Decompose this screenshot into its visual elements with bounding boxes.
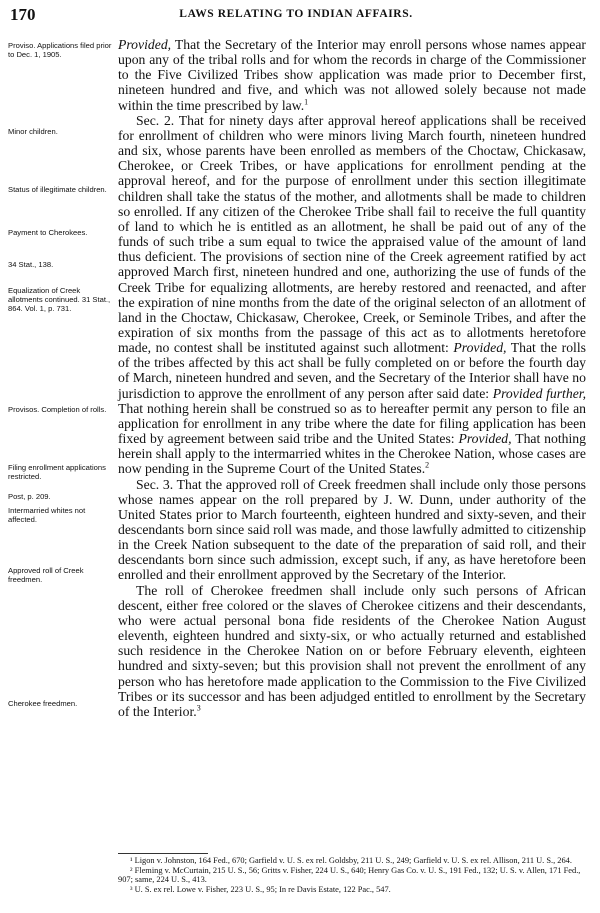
paragraph-text: That for ninety days after approval hereof applications shall be received for enrollment of children who were minors living March fourth, nineteen hundred and six, whose parents have been enrolled as members of the Choctaw, Chickasaw, Cherokee, or Creek Tribes, or have applications for enrollment pending at the approval hereof, and for the purpose of enrollment under this section illegitimate children shall take the status of the mother, and allotments shall be made to children so enrolled. If any citizen of the Cherokee Tribe shall fail to receive the full quantity of land to which he is entitled as an allotment, he shall be paid out of any of the funds of such tribe a sum equal to twice the appraised value of the amount of land thus deficient. The provisions of section nine of the Creek agreement ratified by act approved March first, nineteen hundred and one, authorizing the use of funds of the Creek Tribe for equalizing allotments, are hereby restored and reenacted, and after the expiration of nine months from the date of the original selecton of an allotment of land in the Choctaw, Chickasaw, Cherokee, Creek, or Seminole Tribes, and after the expiration of six months from the passage of this act as to allotments heretofore made, no contest shall be instituted against such allotment: [118, 112, 587, 356]
margin-note: Minor children. [8, 127, 58, 136]
margin-note: Cherokee freedmen. [8, 699, 78, 708]
paragraph-proviso [118, 37, 586, 113]
footnotes [118, 856, 590, 894]
margin-note: Payment to Cherokees. [8, 228, 88, 237]
proviso-italic: Provided further, [492, 385, 586, 401]
margin-note: Intermarried whites not affected. [8, 506, 86, 524]
section-lead: Sec. 3. [136, 476, 174, 492]
paragraph-text: That the Secretary of the Interior may enroll persons whose names appear upon any of the tribal rolls and for whom the records in charge of the Commissioner to the Five Civilized Tribes show application was made prior to December first, nineteen hundred and five, and which was not allowed solely because not made within the time prescribed by law. [118, 37, 586, 113]
margin-note: Provisos. Completion of rolls. [8, 405, 107, 414]
section-lead: Sec. 2. [136, 112, 175, 128]
footnote-rule [118, 853, 208, 854]
proviso-lead: Provided, [118, 37, 172, 52]
footnote: ³ U. S. ex rel. Lowe v. Fisher, 223 U. S., 95; In re Davis Estate, 122 Pac., 547. [130, 884, 391, 894]
paragraph-sec-3 [118, 477, 586, 583]
footnote: ¹ Ligon v. Johnston, 164 Fed., 670; Garfield v. U. S. ex rel. Goldsby, 211 U. S., 249; Garfield v. U. S. ex rel. Allison, 211 U. S., 264. [130, 856, 572, 865]
footnote-ref: 3 [196, 703, 201, 713]
paragraph-text: The roll of Cherokee freedmen shall include only such persons of African descent, either free colored or the slaves of Cherokee citizens and their descendants, who were actual personal bona fide residents of the Cherokee Nation August eleventh, eighteen hundred and sixty-six, or who actually returned and established such residence in the Cherokee Nation on or before February eleventh, eighteen hundred and sixty-seven; but this provision shall not prevent the enrollment of any person who has heretofore made application to the Commission to the Five Civilized Tribes or its successor and has been adjudged entitled to enrollment by the Secretary of the Interior. [118, 582, 586, 719]
margin-note: Post, p. 209. [8, 492, 51, 501]
body-text [118, 37, 586, 719]
paragraph-text: That nothing herein shall be construed so as to hereafter permit any person to file an application for enrollment in any tribe where the date for filing application has been fixed by agreement between said tribe and the United States: [118, 400, 586, 447]
footnote-ref: 1 [304, 97, 309, 107]
paragraph-text: That the approved roll of Creek freedmen shall include only those persons whose names appear on the roll prepared by J. W. Dunn, under authority of the United States prior to March fourteenth, eighteen hundred and sixty-seven, and their descendants born since said roll was made, and those lawfully admitted to citizenship in the Creek Nation subsequent to the date of the preparation of said roll, and their descendants born since such admission, except such, if any, as have heretofore been enrolled and their enrollment approved by the Secretary of the Interior. [118, 476, 586, 583]
footnote-ref: 2 [425, 460, 430, 470]
footnote: ² Fleming v. McCurtain, 215 U. S., 56; Gritts v. Fisher, 224 U. S., 640; Henry Gas Co. v. U. S., 191 Fed., 132; U. S. v. Allen, 171 Fed., 907; same, 224 U. S., 413. [118, 865, 581, 885]
proviso-italic: Provided, [458, 431, 512, 447]
page-header [10, 5, 582, 27]
margin-note: Approved roll of Creek freedmen. [8, 566, 84, 584]
paragraph-cherokee-freedmen [118, 583, 586, 719]
margin-note: Equalization of Creek allotments continued. 31 Stat., 864. Vol. 1, p. 731. [8, 286, 111, 313]
running-head: LAWS RELATING TO INDIAN AFFAIRS. [179, 8, 413, 20]
margin-note: Proviso. Applications filed prior to Dec. 1, 1905. [8, 41, 112, 59]
margin-note: Filing enrollment applications restricted. [8, 463, 106, 481]
margin-note: 34 Stat., 138. [8, 260, 54, 269]
page-number: 170 [10, 5, 36, 24]
paragraph-text: That nothing herein shall apply to the intermarried whites in the Cherokee Nation, whose cases are now pending in the Supreme Court of the United States. [118, 431, 586, 477]
paragraph-sec-2 [118, 113, 586, 477]
margin-note: Status of illegitimate children. [8, 185, 107, 194]
proviso-italic: Provided, [453, 340, 507, 356]
paragraph-text: That the rolls of the tribes affected by this act shall be fully completed on or before the fourth day of March, nineteen hundred and seven, and the Secretary of the Interior shall have no jurisdiction to approve the enrollment of any person after said date: [118, 340, 586, 401]
